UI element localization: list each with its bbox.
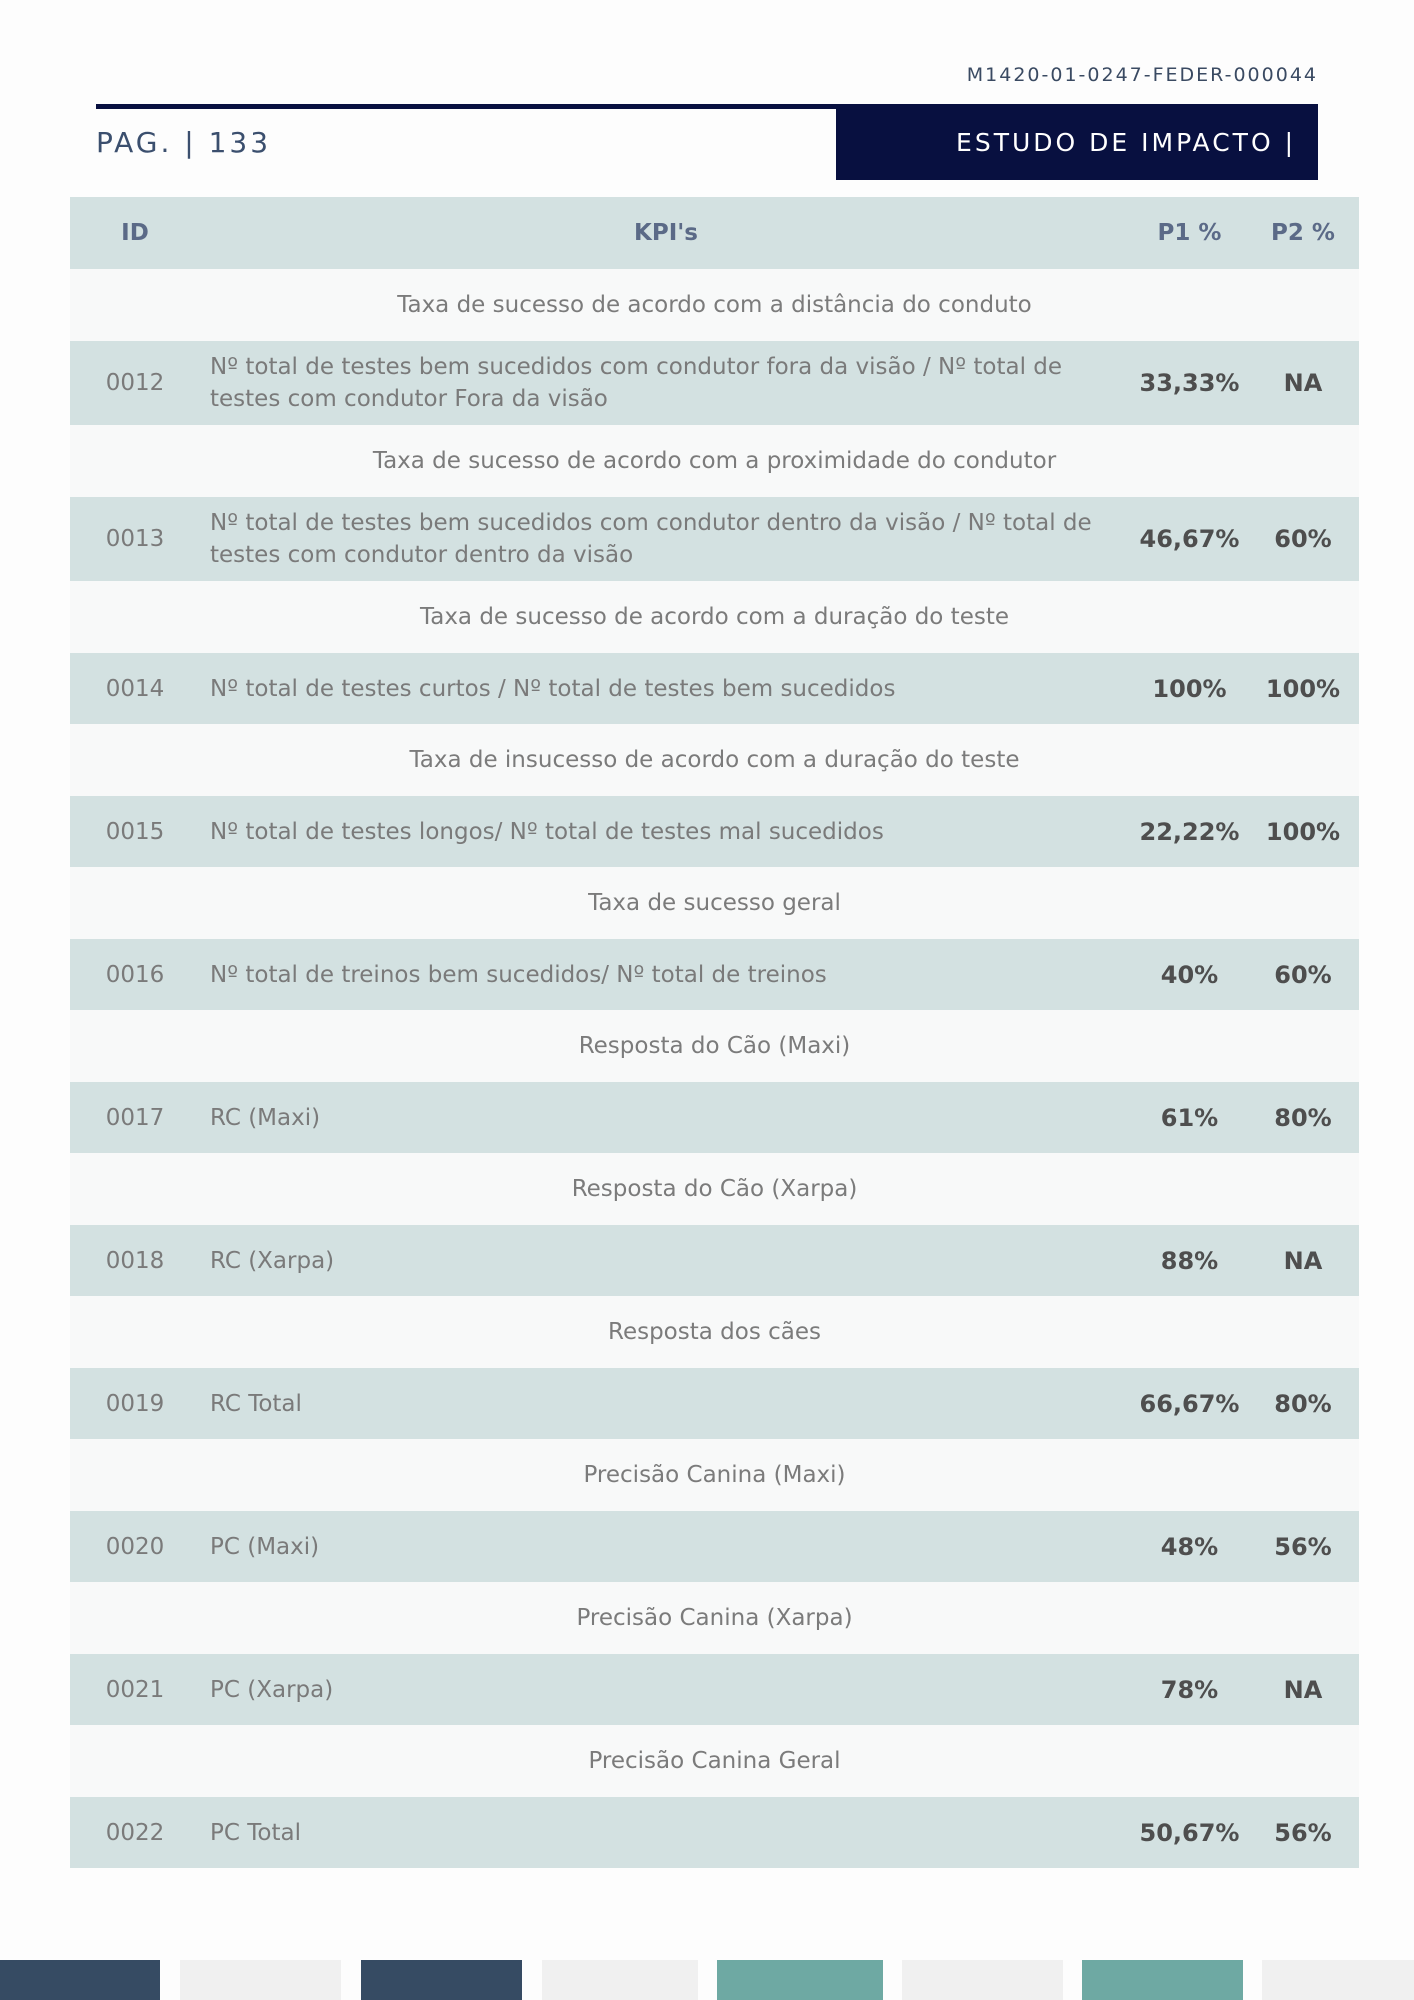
table-row — [70, 1368, 1359, 1439]
table-row — [70, 341, 1359, 425]
kpi-id: 0018 — [70, 1225, 200, 1296]
category-label: Resposta do Cão (Xarpa) — [70, 1153, 1359, 1225]
kpi-description: Nº total de testes bem sucedidos com condutor dentro da visão / Nº total de testes com condutor dentro da visão — [200, 497, 1132, 581]
footer-color-strip — [0, 1960, 1414, 2000]
table-row — [70, 1797, 1359, 1868]
table-row — [70, 1654, 1359, 1725]
kpi-description: RC (Xarpa) — [200, 1225, 1132, 1296]
category-row — [70, 1582, 1359, 1654]
p2-value: 100% — [1247, 653, 1359, 724]
kpi-id: 0022 — [70, 1797, 200, 1868]
category-label: Taxa de insucesso de acordo com a duração do teste — [70, 724, 1359, 796]
column-header-kpi: KPI's — [200, 197, 1132, 269]
p2-value: 56% — [1247, 1511, 1359, 1582]
kpi-id: 0012 — [70, 341, 200, 425]
table-header-row — [70, 197, 1359, 269]
strip-segment — [902, 1960, 1063, 2000]
strip-segment — [361, 1960, 522, 2000]
category-label: Resposta dos cães — [70, 1296, 1359, 1368]
p1-value: 33,33% — [1132, 341, 1247, 425]
kpi-description: PC Total — [200, 1797, 1132, 1868]
category-row — [70, 1439, 1359, 1511]
strip-segment — [1082, 1960, 1243, 2000]
kpi-table — [70, 197, 1359, 1868]
table-row — [70, 1082, 1359, 1153]
document-title: ESTUDO DE IMPACTO | — [956, 127, 1296, 157]
category-row — [70, 1725, 1359, 1797]
p1-value: 78% — [1132, 1654, 1247, 1725]
kpi-id: 0014 — [70, 653, 200, 724]
kpi-table-body — [70, 269, 1359, 1868]
p1-value: 88% — [1132, 1225, 1247, 1296]
strip-segment — [717, 1960, 883, 2000]
kpi-description: Nº total de testes bem sucedidos com condutor fora da visão / Nº total de testes com condutor Fora da visão — [200, 341, 1132, 425]
page-number: PAG. | 133 — [96, 126, 272, 159]
strip-segment — [180, 1960, 341, 2000]
column-header-p1: P1 % — [1132, 197, 1247, 269]
document-title-banner — [836, 104, 1318, 180]
category-label: Taxa de sucesso de acordo com a proximidade do condutor — [70, 425, 1359, 497]
column-header-p2: P2 % — [1247, 197, 1359, 269]
kpi-id: 0016 — [70, 939, 200, 1010]
p1-value: 22,22% — [1132, 796, 1247, 867]
p2-value: NA — [1247, 1654, 1359, 1725]
p2-value: NA — [1247, 341, 1359, 425]
p2-value: 60% — [1247, 939, 1359, 1010]
category-row — [70, 867, 1359, 939]
kpi-description: PC (Xarpa) — [200, 1654, 1132, 1725]
table-row — [70, 497, 1359, 581]
category-row — [70, 1153, 1359, 1225]
table-row — [70, 939, 1359, 1010]
table-row — [70, 1511, 1359, 1582]
category-label: Taxa de sucesso de acordo com a distância do conduto — [70, 269, 1359, 341]
kpi-id: 0019 — [70, 1368, 200, 1439]
p2-value: NA — [1247, 1225, 1359, 1296]
p1-value: 40% — [1132, 939, 1247, 1010]
kpi-id: 0017 — [70, 1082, 200, 1153]
kpi-id: 0021 — [70, 1654, 200, 1725]
category-row — [70, 1296, 1359, 1368]
p2-value: 100% — [1247, 796, 1359, 867]
p2-value: 60% — [1247, 497, 1359, 581]
category-row — [70, 724, 1359, 796]
category-row — [70, 1010, 1359, 1082]
table-row — [70, 1225, 1359, 1296]
category-row — [70, 425, 1359, 497]
table-row — [70, 653, 1359, 724]
p1-value: 100% — [1132, 653, 1247, 724]
kpi-description: Nº total de treinos bem sucedidos/ Nº total de treinos — [200, 939, 1132, 1010]
p1-value: 50,67% — [1132, 1797, 1247, 1868]
p1-value: 61% — [1132, 1082, 1247, 1153]
kpi-description: RC Total — [200, 1368, 1132, 1439]
kpi-id: 0020 — [70, 1511, 200, 1582]
category-label: Taxa de sucesso geral — [70, 867, 1359, 939]
category-label: Resposta do Cão (Maxi) — [70, 1010, 1359, 1082]
kpi-description: Nº total de testes longos/ Nº total de testes mal sucedidos — [200, 796, 1132, 867]
category-row — [70, 269, 1359, 341]
category-label: Taxa de sucesso de acordo com a duração do teste — [70, 581, 1359, 653]
document-reference: M1420-01-0247-FEDER-000044 — [966, 64, 1318, 86]
p2-value: 80% — [1247, 1368, 1359, 1439]
table-row — [70, 796, 1359, 867]
p1-value: 48% — [1132, 1511, 1247, 1582]
p1-value: 66,67% — [1132, 1368, 1247, 1439]
column-header-id: ID — [70, 197, 200, 269]
category-label: Precisão Canina (Maxi) — [70, 1439, 1359, 1511]
kpi-id: 0013 — [70, 497, 200, 581]
kpi-description: RC (Maxi) — [200, 1082, 1132, 1153]
strip-segment — [1262, 1960, 1414, 2000]
p2-value: 80% — [1247, 1082, 1359, 1153]
p2-value: 56% — [1247, 1797, 1359, 1868]
strip-segment — [0, 1960, 160, 2000]
category-label: Precisão Canina Geral — [70, 1725, 1359, 1797]
category-row — [70, 581, 1359, 653]
kpi-description: Nº total de testes curtos / Nº total de testes bem sucedidos — [200, 653, 1132, 724]
strip-segment — [542, 1960, 698, 2000]
kpi-id: 0015 — [70, 796, 200, 867]
p1-value: 46,67% — [1132, 497, 1247, 581]
kpi-description: PC (Maxi) — [200, 1511, 1132, 1582]
category-label: Precisão Canina (Xarpa) — [70, 1582, 1359, 1654]
